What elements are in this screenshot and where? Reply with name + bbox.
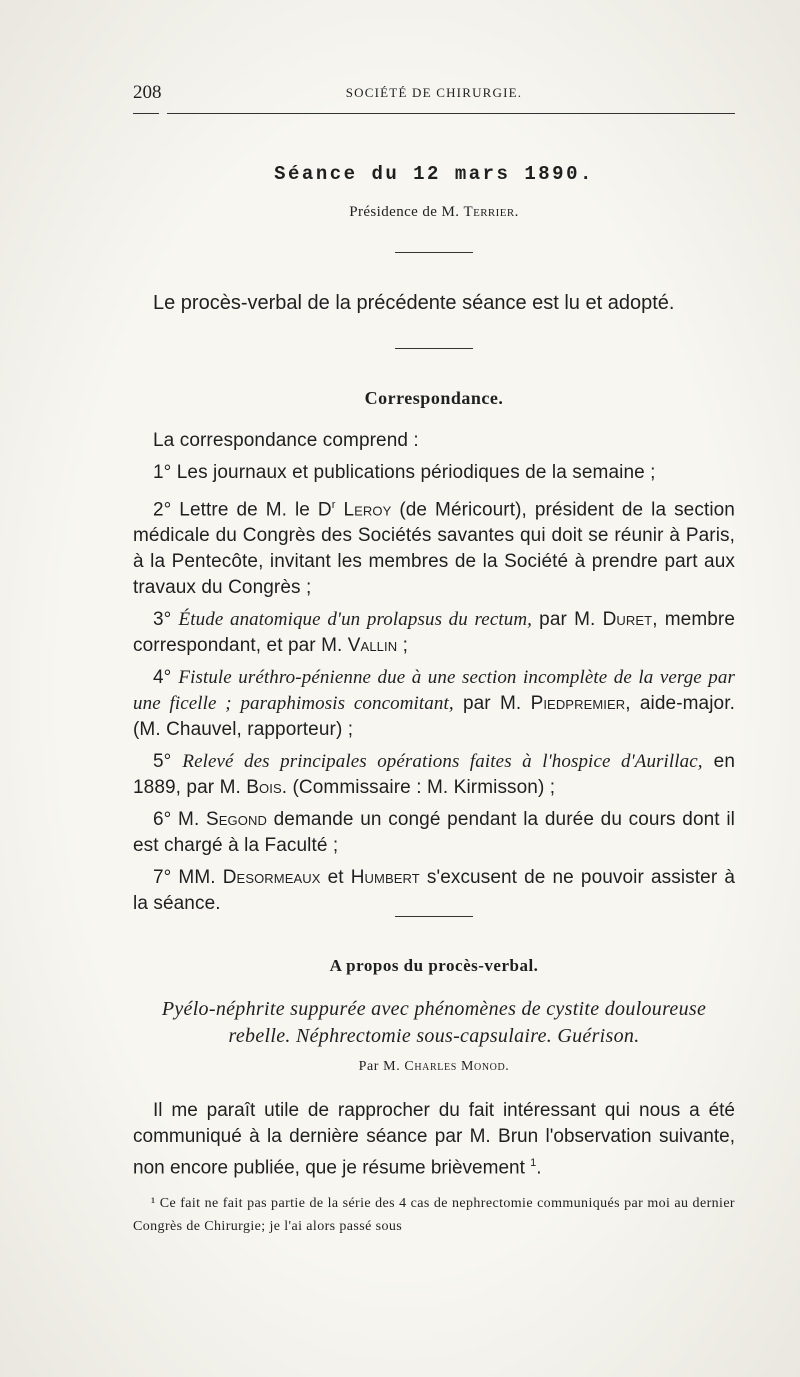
page-number: 208	[133, 82, 162, 103]
person-name: Humbert	[350, 867, 420, 889]
section-heading-proces-verbal: A propos du procès-verbal.	[329, 956, 539, 975]
item-text: et	[320, 867, 351, 889]
running-title: SOCIÉTÉ DE CHIRURGIE.	[345, 85, 523, 100]
list-item	[133, 665, 735, 743]
item-text: en 1889, par M.	[133, 751, 735, 799]
author-prefix: Par M.	[358, 1059, 401, 1074]
item-text: demande un congé pendant la durée du cours dont il est chargé à la Faculté ;	[133, 809, 735, 857]
item-text: par M.	[532, 609, 603, 631]
item-text: par M.	[453, 693, 531, 715]
list-item	[133, 749, 735, 801]
item-text: 7° MM.	[153, 867, 223, 889]
list-item: 1° Les journaux et publications périodiques de la semaine ;	[153, 462, 656, 483]
list-item	[133, 492, 735, 601]
article-title: Pyélo-néphrite suppurée avec phénomènes de cystite douloureuse rebelle. Néphrectomie sous-capsulaire. Guérison.	[161, 998, 707, 1047]
item-title: Fistule uréthro-pénienne due à une section incomplète de la verge par une ficelle ; paraphimosis concomitant,	[133, 667, 735, 715]
header-rule-left	[133, 113, 159, 114]
item-text: , membre correspondant, et par M.	[133, 609, 736, 657]
separator-rule	[395, 916, 473, 917]
presidence-line	[133, 204, 735, 221]
header-rule-right	[167, 113, 735, 114]
paragraph-end: .	[536, 1157, 542, 1179]
separator-rule	[395, 252, 473, 253]
person-name: Desormeaux	[222, 867, 321, 889]
footnote	[133, 1192, 735, 1238]
separator-rule	[395, 348, 473, 349]
item-title: Relevé des principales opérations faites à l'hospice d'Aurillac,	[182, 751, 703, 773]
list-item	[133, 807, 735, 859]
person-name: Bois	[246, 777, 282, 799]
person-name: Segond	[206, 809, 267, 831]
item-text: 2° Lettre de M. le D	[153, 499, 332, 521]
person-name: Vallin	[347, 635, 398, 657]
footnote-mark: ¹	[151, 1196, 156, 1211]
presidence-prefix: Présidence de M.	[349, 204, 460, 220]
item-title: Étude anatomique d'un prolapsus du rectum,	[178, 609, 533, 631]
item-number: 3°	[153, 609, 179, 631]
correspondance-body	[133, 428, 735, 923]
author-line	[133, 1059, 735, 1075]
item-number: 5°	[153, 751, 183, 773]
superscript: r	[331, 499, 336, 511]
item-text: (de Méricourt), président de la section médicale du Congrès des Sociétés savantes qui doit se réunir à Paris, à la Pentecôte, invitant les membres de la Société à prendre part aux travaux du Congrès ;	[133, 499, 735, 599]
correspondance-intro: La correspondance comprend :	[153, 430, 419, 451]
footnote-ref: 1	[530, 1157, 537, 1169]
item-text: s'excusent de ne pouvoir assister à la séance.	[133, 867, 735, 915]
footnote-body: Ce fait ne fait pas partie de la série des 4 cas de nephrectomie communiqués par moi au dernier Congrès de Chirurgie; je l'ai alors passé sous	[133, 1196, 735, 1234]
paragraph	[133, 1098, 735, 1181]
list-item	[133, 607, 735, 659]
item-text: 6° M.	[153, 809, 207, 831]
item-text: , aide-major. (M. Chauvel, rapporteur) ;	[133, 693, 735, 741]
item-number: 4°	[153, 667, 179, 689]
running-header	[133, 78, 735, 108]
person-name: Piedpremier	[530, 693, 626, 715]
author-name: Charles Monod.	[404, 1059, 510, 1074]
list-item	[133, 865, 735, 917]
item-text: ;	[397, 635, 408, 657]
item-text: . (Commissaire : M. Kirmisson) ;	[281, 777, 556, 799]
session-title: Séance du 12 mars 1890.	[274, 163, 594, 185]
section-heading-correspondance: Correspondance.	[364, 388, 504, 408]
person-name: Duret	[602, 609, 653, 631]
president-name: Terrier.	[463, 204, 519, 220]
footnote-text	[133, 1192, 735, 1238]
body-paragraph	[133, 1098, 735, 1181]
paragraph-text: Il me paraît utile de rapprocher du fait intéressant qui nous a été communiqué à la dernière séance par M. Brun l'observation suivante, non encore publiée, que je résume brièvement	[133, 1100, 735, 1179]
lead-sentence: Le procès-verbal de la précédente séance est lu et adopté.	[153, 292, 675, 314]
person-name: Leroy	[343, 499, 392, 521]
